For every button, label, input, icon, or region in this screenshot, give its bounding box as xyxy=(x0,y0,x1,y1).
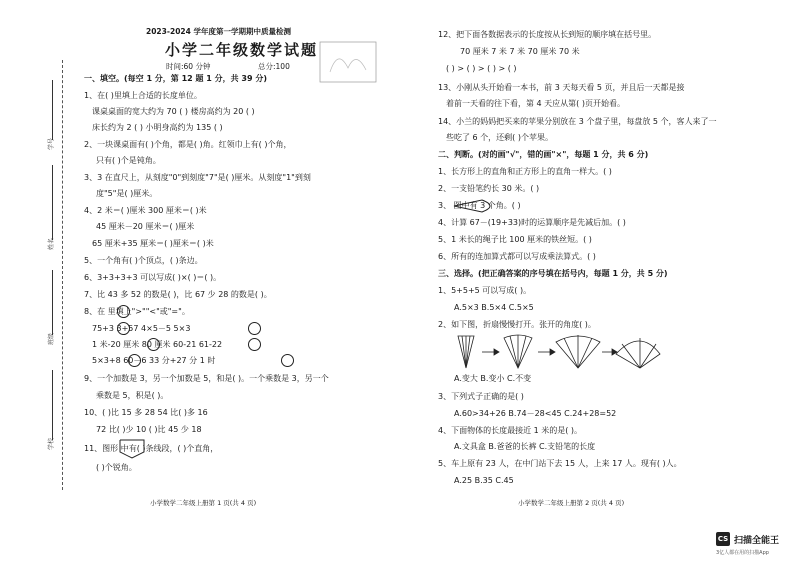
section-2-heading: 二、判断。(对的画"√"，错的画"×"，每题 1 分，共 6 分) xyxy=(438,150,649,159)
question-text: 1、在( )里填上合适的长度单位。 xyxy=(84,91,202,100)
section-3-heading: 三、选择。(把正确答案的序号填在括号内，每题 1 分，共 5 分) xyxy=(438,269,668,278)
question-text: 12、把下面各数据表示的长度按从长到短的顺序填在括号里。 xyxy=(438,30,657,39)
question-text: 些吃了 6 个，还剩( )个苹果。 xyxy=(446,133,553,142)
question-text: 5、车上原有 23 人，在中门站下去 15 人，上来 17 人。现有( )人。 xyxy=(438,459,682,468)
options-row: A.文具盒 B.爸爸的长裤 C.支铅笔的长度 xyxy=(454,442,596,451)
section-1-heading: 一、填空。(每空 1 分，第 12 题 1 分，共 39 分) xyxy=(84,74,267,83)
question-text: 45 厘米－20 厘米＝( )厘米 xyxy=(96,222,195,231)
side-label-class: 班级 xyxy=(48,332,55,345)
side-label-student-id: 学号 xyxy=(48,137,55,150)
header-time: 时间:60 分钟 xyxy=(166,62,211,71)
question-text: 4、2 米＝( )厘米 300 厘米＝( )米 xyxy=(84,206,207,215)
scanner-tagline: 3亿人都在用的扫描App xyxy=(716,550,769,556)
question-text: 7、比 43 多 52 的数是( )，比 67 少 28 的数是( )。 xyxy=(84,290,272,299)
compare-row: 5×3+8 60－6 33 分+27 分 1 时 xyxy=(92,356,216,365)
question-text: 床长约为 2 ( ) 小明身高约为 135 ( ) xyxy=(92,123,223,132)
question-text: 6、所有的连加算式都可以写成乘法算式。( ) xyxy=(438,252,596,261)
question-text: 1、长方形上的直角和正方形上的直角一样大。( ) xyxy=(438,167,612,176)
compare-row: 1 米-20 厘米 80 厘米 60-21 61-22 xyxy=(92,340,223,349)
teardrop-shape xyxy=(452,198,500,214)
question-text: 乘数是 5，积是( )。 xyxy=(96,391,169,400)
fan-sequence-figure xyxy=(452,332,662,372)
compare-circle xyxy=(248,338,261,351)
compare-circle xyxy=(128,354,141,367)
question-text: 3、3 在直尺上，从刻度"0"到刻度"7"是( )厘米。从刻度"1"到刻 xyxy=(84,173,311,182)
question-text: 14、小兰的妈妈把买来的苹果分别放在 3 个盘子里，每盘放 5 个，客人来了一 xyxy=(438,117,717,126)
side-label-school: 学校 xyxy=(48,437,55,450)
question-text: 10、( )比 15 多 28 54 比( )多 16 xyxy=(84,408,208,417)
question-text: 5、一个角有( )个顶点，( )条边。 xyxy=(84,256,203,265)
question-text: 2、一支铅笔约长 30 米。( ) xyxy=(438,184,540,193)
question-text: 着前一天看的往下看，第 4 天应从第( )页开始看。 xyxy=(446,99,625,108)
trapezoid-figure xyxy=(118,438,146,460)
question-text: 65 厘米+35 厘米＝( )厘米＝( )米 xyxy=(92,239,214,248)
question-text: 度"5"是( )厘米。 xyxy=(96,189,158,198)
question-text: 11、图形 中有( )条线段，( )个直角， xyxy=(84,444,219,453)
question-text: 只有( )个是钝角。 xyxy=(96,156,161,165)
question-text: 2、一块课桌面有( )个角，都是( )角。红领巾上有( )个角， xyxy=(84,140,292,149)
question-text: 5、1 米长的绳子比 100 厘米的铁丝短。( ) xyxy=(438,235,592,244)
question-text: 3、 图中有 3 个角。( ) xyxy=(438,201,521,210)
score-box-sketch xyxy=(318,40,378,84)
page-footer-1: 小学数学二年级上册第 1 页(共 4 页) xyxy=(150,499,257,507)
side-rule xyxy=(52,370,53,440)
question-text: 4、下面物体的长度最接近 1 米的是( )。 xyxy=(438,426,583,435)
side-rule xyxy=(52,165,53,240)
question-text: 8、在 里填上">""<"或"="。 xyxy=(84,307,190,316)
compare-circle xyxy=(117,322,130,335)
question-text: 2、如下图，折扇慢慢打开。张开的角度( )。 xyxy=(438,320,596,329)
question-text: 9、一个加数是 3，另一个加数是 5，和是( )。一个乘数是 3，另一个 xyxy=(84,374,329,383)
side-label-name: 姓名 xyxy=(48,237,55,250)
compare-circle xyxy=(281,354,294,367)
compare-circle xyxy=(117,305,130,318)
compare-circle xyxy=(248,322,261,335)
question-text: 1、5+5+5 可以写成( )。 xyxy=(438,286,532,295)
question-text: 课桌桌面的宽大约为 70 ( ) 楼房高约为 20 ( ) xyxy=(92,107,255,116)
options-row: A.25 B.35 C.45 xyxy=(454,476,514,485)
question-text: 4、计算 67－(19+33)时的运算顺序是先减后加。( ) xyxy=(438,218,626,227)
page-title: 小学二年级数学试题 xyxy=(165,41,319,59)
compare-row: 75+3 3+57 4×5－5 5×3 xyxy=(92,324,191,333)
question-text: 13、小刚从头开始看一本书，前 3 天每天看 5 页，并且后一天都是接 xyxy=(438,83,685,92)
question-text: 72 比( )少 10 ( )比 45 少 18 xyxy=(96,425,202,434)
order-blanks: ( ) > ( ) > ( ) > ( ) xyxy=(446,64,517,73)
scanner-app-name: 扫描全能王 xyxy=(734,536,780,546)
page-footer-2: 小学数学二年级上册第 2 页(共 4 页) xyxy=(518,499,625,507)
scanner-logo-icon: CS xyxy=(716,532,730,546)
side-rule xyxy=(52,80,53,140)
header-total: 总分:100 xyxy=(258,62,290,71)
side-rule xyxy=(52,270,53,335)
question-text: 3、下列式子正确的是( ) xyxy=(438,392,524,401)
header-exam-name: 2023-2024 学年度第一学期期中质量检测 xyxy=(146,27,291,36)
compare-circle xyxy=(147,338,160,351)
question-text: ( )个锐角。 xyxy=(96,463,137,472)
length-items: 70 厘米 7 米 7 米 70 厘米 70 米 xyxy=(460,47,580,56)
options-row: A.60>34+26 B.74－28<45 C.24+28=52 xyxy=(454,409,617,418)
binding-dashed-line xyxy=(62,60,63,490)
options-row: A.变大 B.变小 C.不变 xyxy=(454,374,532,383)
options-row: A.5×3 B.5×4 C.5×5 xyxy=(454,303,534,312)
question-text: 6、3+3+3+3 可以写成( )×( )＝( )。 xyxy=(84,273,222,282)
